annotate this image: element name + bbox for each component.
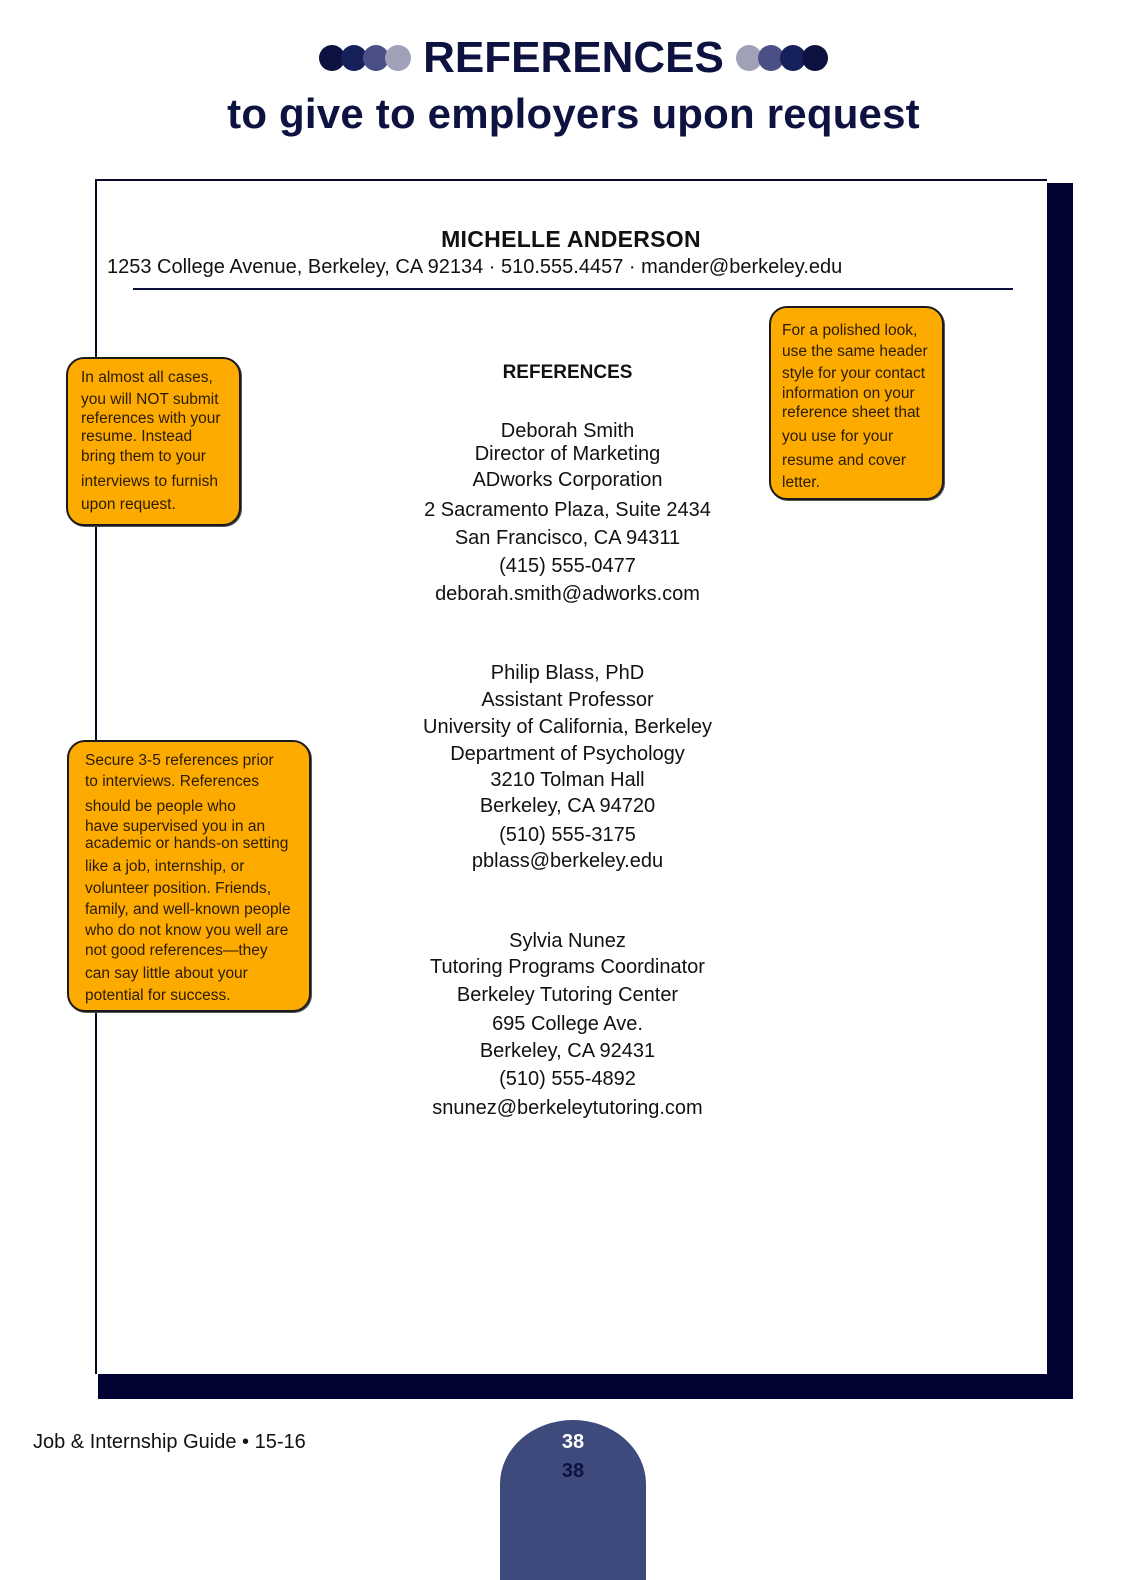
tip-line: like a job, internship, or bbox=[85, 858, 245, 875]
tip-line: resume and cover bbox=[782, 452, 907, 469]
dot-icon bbox=[385, 45, 411, 71]
page-number-echo: 38 bbox=[561, 1460, 585, 1482]
reference-organization: Berkeley Tutoring Center bbox=[456, 984, 679, 1006]
reference-email[interactable]: pblass@berkeley.edu bbox=[471, 850, 664, 872]
tip-line: not good references—they bbox=[85, 942, 268, 959]
reference-organization: University of California, Berkeley bbox=[423, 716, 712, 738]
guide-label: Job & Internship Guide • 15-16 bbox=[33, 1431, 306, 1453]
decorative-dots-left bbox=[319, 45, 411, 71]
tip-line: letter. bbox=[782, 474, 820, 491]
reference-phone: (415) 555-0477 bbox=[499, 555, 636, 577]
reference-name: Deborah Smith bbox=[500, 420, 635, 442]
tip-line: In almost all cases, bbox=[81, 369, 213, 386]
reference-phone: (510) 555-4892 bbox=[499, 1068, 636, 1090]
tip-line: style for your contact bbox=[782, 365, 926, 382]
reference-name: Philip Blass, PhD bbox=[490, 662, 645, 684]
reference-email[interactable]: snunez@berkeleytutoring.com bbox=[432, 1097, 703, 1119]
tip-line: bring them to your bbox=[81, 448, 206, 465]
page-number: 38 bbox=[561, 1431, 585, 1453]
page-subtitle: to give to employers upon request bbox=[227, 90, 920, 137]
decorative-dots-right bbox=[736, 45, 828, 71]
tip-line: you will NOT submit bbox=[81, 391, 219, 408]
tip-line: information on your bbox=[782, 385, 915, 402]
reference-phone: (510) 555-3175 bbox=[499, 824, 636, 846]
dot-icon bbox=[802, 45, 828, 71]
tip-line: have supervised you in an bbox=[85, 818, 266, 835]
reference-title: Tutoring Programs Coordinator bbox=[430, 956, 705, 978]
applicant-contact: 1253 College Avenue, Berkeley, CA 92134 · 510.555.4457 · mander@berkeley.edu bbox=[107, 256, 843, 278]
tip-line: academic or hands-on setting bbox=[85, 835, 289, 852]
reference-title: Director of Marketing bbox=[474, 443, 661, 465]
tip-line: can say little about your bbox=[85, 965, 248, 982]
reference-city: San Francisco, CA 94311 bbox=[454, 527, 681, 549]
header-divider bbox=[133, 288, 1013, 290]
reference-city: Berkeley, CA 94720 bbox=[479, 795, 656, 817]
tip-line: family, and well-known people bbox=[85, 901, 291, 918]
tip-line: upon request. bbox=[81, 496, 176, 513]
tip-box-polished-look bbox=[769, 306, 944, 500]
tip-line: potential for success. bbox=[85, 987, 231, 1004]
tip-line: Secure 3-5 references prior bbox=[85, 752, 274, 769]
tip-line: reference sheet that bbox=[782, 404, 920, 421]
reference-title: Assistant Professor bbox=[481, 689, 654, 711]
tip-line: For a polished look, bbox=[782, 322, 918, 339]
reference-address: 695 College Ave. bbox=[492, 1013, 643, 1035]
tip-line: use the same header bbox=[782, 343, 928, 360]
reference-address: 3210 Tolman Hall bbox=[490, 769, 645, 791]
reference-organization: ADworks Corporation bbox=[472, 469, 663, 491]
tip-line: references with your bbox=[81, 410, 221, 427]
tip-line: interviews to furnish bbox=[81, 473, 218, 490]
applicant-name: MICHELLE ANDERSON bbox=[441, 226, 701, 252]
tip-line: should be people who bbox=[85, 798, 236, 815]
title-line bbox=[0, 30, 1147, 86]
reference-email[interactable]: deborah.smith@adworks.com bbox=[435, 583, 700, 605]
reference-city: Berkeley, CA 92431 bbox=[479, 1040, 656, 1062]
tip-line: you use for your bbox=[782, 428, 894, 445]
tip-line: resume. Instead bbox=[81, 428, 193, 445]
page-title: REFERENCES bbox=[423, 33, 724, 82]
references-heading: REFERENCES bbox=[502, 362, 633, 383]
reference-address: 2 Sacramento Plaza, Suite 2434 bbox=[424, 499, 711, 521]
tip-line: to interviews. References bbox=[85, 773, 260, 790]
reference-department: Department of Psychology bbox=[450, 743, 685, 765]
page-header bbox=[0, 30, 1147, 140]
tip-line: who do not know you well are bbox=[85, 922, 289, 939]
tip-box-not-submit bbox=[66, 357, 241, 526]
tip-box-secure-references bbox=[67, 740, 311, 1012]
reference-name: Sylvia Nunez bbox=[509, 930, 626, 952]
tip-line: volunteer position. Friends, bbox=[85, 880, 272, 897]
